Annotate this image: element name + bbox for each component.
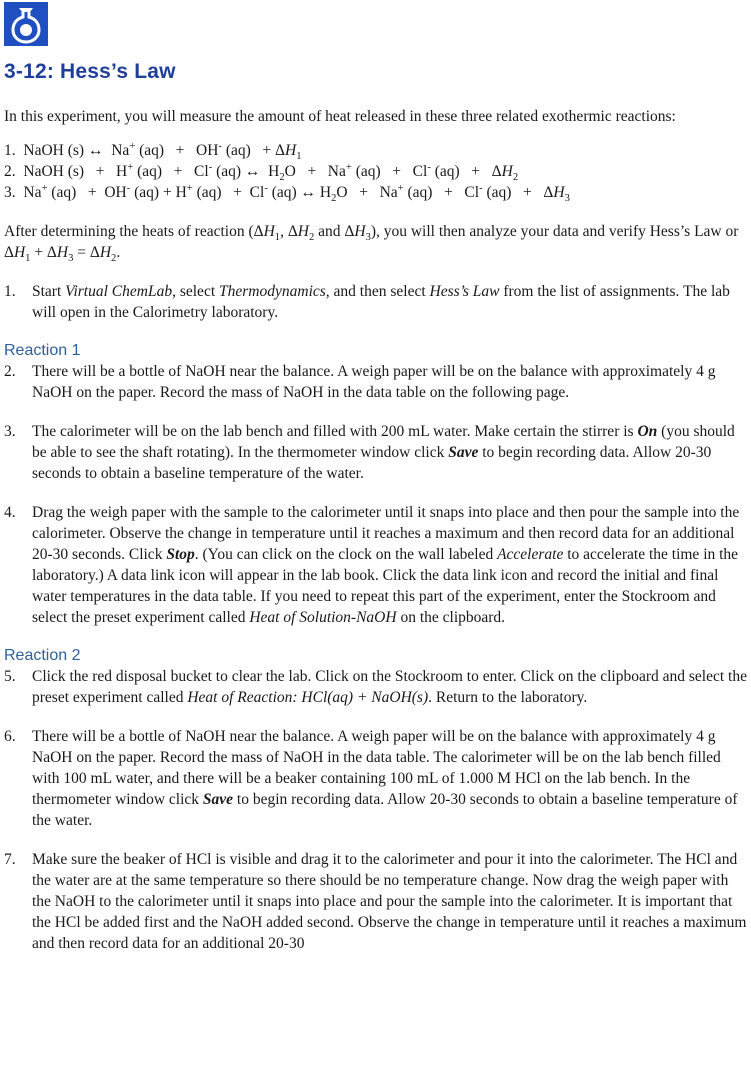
step-1: 1. Start Virtual ChemLab, select Thermodynamics, and then select Hess’s Law from the list of assignments. The lab will open in the Calorimetry laboratory. xyxy=(4,283,730,321)
step-4: 4. Drag the weigh paper with the sample to the calorimeter until it snaps into place and then pour the sample into the calorimeter. Observe the change in temperature until it reaches a maximum and then record data for an additional 20-30 seconds. Click Stop. (You can click on the clock on the wall labeled Accelerate to accelerate the time in the laboratory.) A data link icon will appear in the lab book. Click the data link icon and record the initial and final water temperatures in the data table. If you need to repeat this part of the experiment, enter the Stockroom and select the preset experiment called Heat of Solution-NaOH on the clipboard. xyxy=(4,504,740,626)
step-3: 3. The calorimeter will be on the lab bench and filled with 200 mL water. Make certain the stirrer is On (you should be able to see the shaft rotating). In the thermometer window click Save to begin recording data. Allow 20-30 seconds to obtain a baseline temperature of the water. xyxy=(4,423,735,482)
step-7: 7. Make sure the beaker of HCl is visible and drag it to the calorimeter and pour it into the calorimeter. The HCl and the water are at the same temperature so there should be no temperature change. Now drag the weigh paper with the NaOH to the calorimeter until it snaps into place and pour the sample into the calorimeter. It is important that the HCl be added first and the NaOH added second. Observe the change in temperature until it reaches a maximum and then record data for an additional 20-30 xyxy=(4,851,747,952)
document-body xyxy=(4,106,748,954)
equation-1: 1. NaOH (s) ↔ Na+ (aq) + OH- $(aq) + \Delta H_1$ xyxy=(4,140,302,163)
flask-logo-icon xyxy=(4,2,48,46)
section-heading-reaction-2: Reaction 2 xyxy=(4,647,81,664)
step-6: 6. There will be a bottle of NaOH near the balance. A weigh paper will be on the balance with approximately 4 g NaOH on the paper. Record the mass of NaOH in the data table. The calorimeter will be on the lab bench filled with 100 mL water, and there will be a beaker containing 100 mL of 1.000 M HCl on the lab bench. In the thermometer window click Save to begin recording data. Allow 20-30 seconds to obtain a baseline temperature of the water. xyxy=(4,728,738,829)
step-2: 2. There will be a bottle of NaOH near the balance. A weigh paper will be on the balance with approximately 4 g NaOH on the paper. Record the mass of NaOH in the data table on the following page. xyxy=(4,363,716,401)
analysis-paragraph: After determining the heats of reaction ($\Delta H_1$, $\Delta H_2$ and $\Delta H_3$), you will then analyze your data and verify Hess’s Law or $\Delta H_1 + \Delta H_3 = \Delta H_2$. xyxy=(4,223,739,265)
page-title: 3-12: Hess’s Law xyxy=(4,60,176,83)
step-5: 5. Click the red disposal bucket to clear the lab. Click on the Stockroom to enter. Click on the clipboard and select the preset experiment called Heat of Reaction: HCl(aq) + NaOH(s). Return to the laboratory. xyxy=(4,668,747,706)
section-heading-reaction-1: Reaction 1 xyxy=(4,342,81,359)
equation-3: 3. Na+ (aq) + OH- (aq) + H+ (aq) + Cl- (aq) ↔ $H_2O + Na^+$ (aq) + Cl- $(aq) + \Delta H_3$ xyxy=(4,182,570,205)
intro-paragraph: In this experiment, you will measure the amount of heat released in these three related exothermic reactions: xyxy=(4,108,676,125)
equation-2: 2. NaOH (s) + H+ (aq) + Cl- (aq) ↔ $H_2O + Na^+$ (aq) + Cl- $(aq) + \Delta H_2$ xyxy=(4,161,519,184)
